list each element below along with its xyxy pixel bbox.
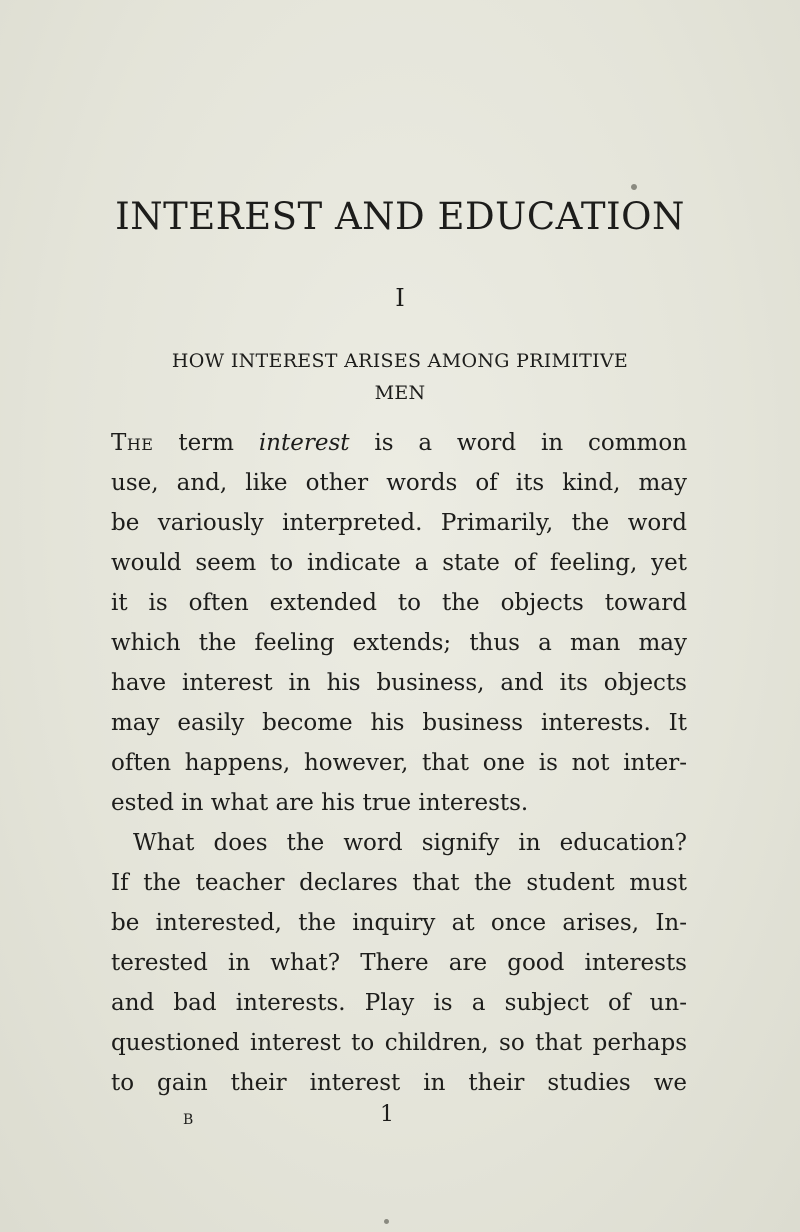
text-line: questioned interest to children, so that perhaps bbox=[111, 1030, 687, 1056]
text-line: would seem to indicate a state of feeling, yet bbox=[111, 550, 687, 576]
text-line: it is often extended to the objects toward bbox=[111, 590, 687, 616]
text-line: ested in what are his true interests. bbox=[111, 790, 529, 816]
text-line: may easily become his business interests. It bbox=[111, 710, 687, 736]
text-line: have interest in his business, and its objects bbox=[111, 670, 687, 696]
chapter-title-line: HOW INTEREST ARISES AMONG PRIMITIVE bbox=[171, 350, 629, 372]
text-line: use, and, like other words of its kind, may bbox=[111, 470, 687, 496]
page-speck bbox=[384, 1219, 389, 1224]
chapter-number: I bbox=[395, 284, 405, 312]
text-line: The term interest is a word in common bbox=[111, 430, 688, 456]
text-line: What does the word signify in education? bbox=[133, 830, 687, 856]
page-speck bbox=[631, 184, 637, 190]
chapter-title bbox=[150, 345, 650, 409]
emphasized-word: interest bbox=[258, 430, 350, 456]
book-title: INTEREST AND EDUCATION bbox=[115, 195, 685, 238]
signature-mark: B bbox=[183, 1112, 194, 1128]
text-line: be interested, the inquiry at once arises, In- bbox=[111, 910, 687, 936]
text-line: If the teacher declares that the student must bbox=[111, 870, 687, 896]
page-number: 1 bbox=[380, 1102, 394, 1127]
text-line: often happens, however, that one is not inter- bbox=[111, 750, 687, 776]
text-line: which the feeling extends; thus a man may bbox=[111, 630, 687, 656]
text-line: terested in what? There are good interests bbox=[111, 950, 687, 976]
text-line: and bad interests. Play is a subject of un- bbox=[111, 990, 687, 1016]
text-line: to gain their interest in their studies we bbox=[111, 1070, 687, 1096]
text-line: be variously interpreted. Primarily, the word bbox=[111, 510, 687, 536]
chapter-title-line: MEN bbox=[374, 382, 426, 404]
lead-word: The bbox=[111, 430, 154, 456]
